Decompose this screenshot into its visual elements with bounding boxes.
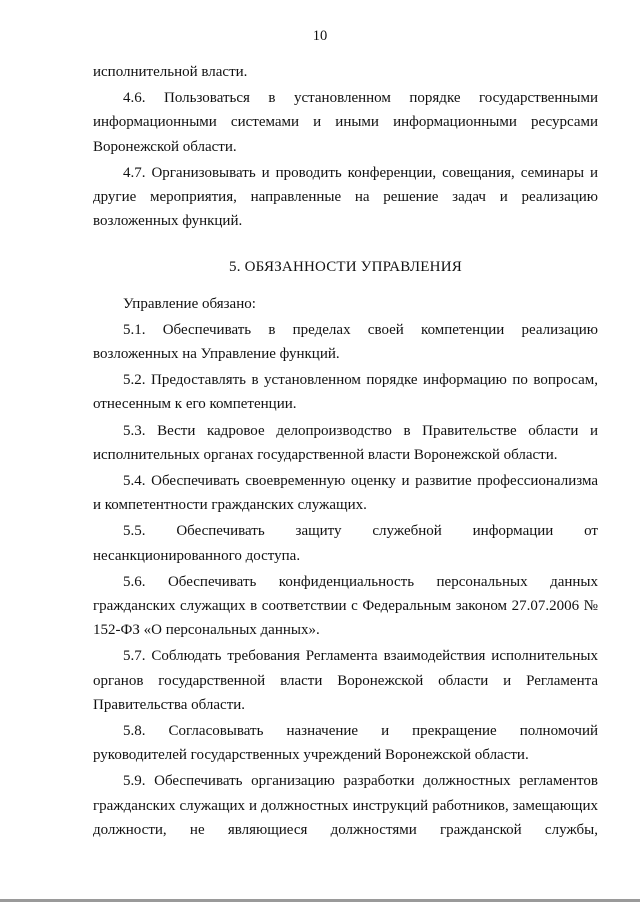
item-5-5: 5.5. Обеспечивать защиту служебной информации от несанкционированного доступа. [93,523,598,564]
section-heading: 5. ОБЯЗАННОСТИ УПРАВЛЕНИЯ [229,259,462,276]
item-5-2: 5.2. Предоставлять в установленном порядке информацию по вопросам, отнесенным к его компетенции. [93,372,598,413]
item-5-8: 5.8. Согласовывать назначение и прекращение полномочий руководителей государственных учреждений Воронежской области. [93,723,598,764]
paragraph-continuation: исполнительной власти. [93,64,248,80]
section-intro: Управление обязано: [123,295,256,312]
document-body [93,60,598,842]
item-5-3: 5.3. Вести кадровое делопроизводство в Правительстве области и исполнительных органах государственной власти Воронежской области. [93,422,598,463]
item-5-4: 5.4. Обеспечивать своевременную оценку и развитие профессионализма и компетентности гражданских служащих. [93,473,598,514]
paragraph-4-7: 4.7. Организовывать и проводить конференции, совещания, семинары и другие мероприятия, направленные на решение задач и реализацию возложенных функций. [93,164,598,230]
paragraph-4-6: 4.6. Пользоваться в установленном порядке государственными информационными системами и иными информационными ресурсами Воронежской области. [93,90,598,155]
item-5-6: 5.6. Обеспечивать конфиденциальность персональных данных гражданских служащих в соответствии с Федеральным законом 27.07.2006 № 152-ФЗ «О персональных данных». [93,573,598,639]
page-number: 10 [312,28,328,44]
item-5-9: 5.9. Обеспечивать организацию разработки должностных регламентов гражданских служащих и должностных инструкций работников, замещающих должности, не являющиеся должностями гражданской службы, [93,773,598,838]
item-5-7: 5.7. Соблюдать требования Регламента взаимодействия исполнительных органов государственной власти Воронежской области и Регламента Правительства области. [93,648,598,713]
item-5-1: 5.1. Обеспечивать в пределах своей компетенции реализацию возложенных на Управление функций. [93,321,598,363]
